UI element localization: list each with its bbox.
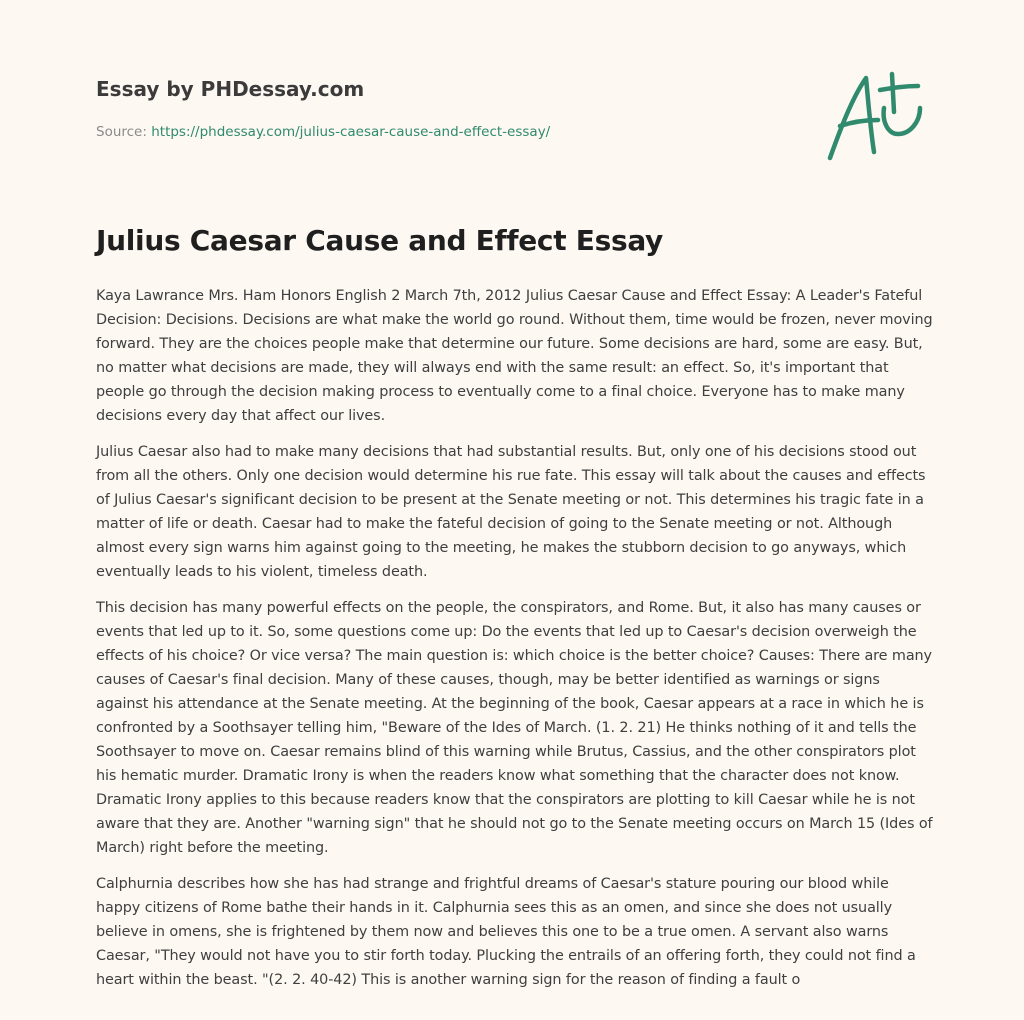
essay-paragraph: Julius Caesar also had to make many decisions that had substantial results. But, only one of his decisions stood out from all the others. Only one decision would determine his rue fate. This essay will talk about the causes and effects of Julius Caesar's significant decision to be present at the Senate meeting or not. This determines his tragic fate in a matter of life or death. Caesar had to make the fateful decision of going to the Senate meeting or not. Although almost every sign warns him against going to the meeting, he makes the stubborn decision to go anyways, which eventually leads to his violent, timeless death. — [96, 444, 926, 580]
source-link[interactable]: https://phdessay.com/julius-caesar-cause-and-effect-essay/ — [151, 124, 551, 140]
essay-body — [96, 284, 936, 1004]
essay-paragraph: Calphurnia describes how she has had strange and frightful dreams of Caesar's stature pouring our blood while happy citizens of Rome bathe their hands in it. Calphurnia sees this as an omen, and since she does not usually believe in omens, she is frightened by them now and believes this one to be a true omen. A servant also warns Caesar, "They would not have you to stir forth today. Plucking the entrails of an offering forth, they could not find a heart within the beast. "(2. 2. 40-42) This is another warning sign for the reason of finding a fault o — [96, 876, 916, 988]
site-title: Essay by PHDessay.com — [96, 77, 365, 101]
essay-paragraph: This decision has many powerful effects on the people, the conspirators, and Rome. But, it also has many causes or events that led up to it. So, some questions come up: Do the events that led up to Caesar's decision overweigh the effects of his choice? Or vice versa? The main question is: which choice is the better choice? Causes: There are many causes of Caesar's final decision. Many of these causes, though, may be better identified as warnings or signs against his attendance at the Senate meeting. At the beginning of the book, Caesar appears at a race in which he is confronted by a Soothsayer telling him, "Beware of the Ides of March. (1. 2. 21) He thinks nothing of it and tells the Soothsayer to move on. Caesar remains blind of this warning while Brutus, Cassius, and the other conspirators plot his hematic murder. Dramatic Irony is when the readers know what something that the character does not know. Dramatic Irony applies to this because readers know that the conspirators are plotting to kill Caesar while he is not aware that they are. Another "warning sign" that he should not go to the Senate meeting occurs on March 15 (Ides of March) right before the meeting. — [96, 600, 933, 856]
a-plus-logo-icon — [826, 68, 926, 164]
source-line — [96, 124, 550, 140]
source-label: Source: — [96, 124, 147, 140]
essay-paragraph: Kaya Lawrance Mrs. Ham Honors English 2 March 7th, 2012 Julius Caesar Cause and Effect Essay: A Leader's Fateful Decision: Decisions. Decisions are what make the world go round. Without them, time would be frozen, never moving forward. They are the choices people make that determine our future. Some decisions are hard, some are easy. But, no matter what decisions are made, they will always end with the same result: an effect. So, it's important that people go through the decision making process to eventually come to a final choice. Everyone has to make many decisions every day that affect our lives. — [96, 288, 933, 424]
essay-title: Julius Caesar Cause and Effect Essay — [96, 224, 664, 257]
